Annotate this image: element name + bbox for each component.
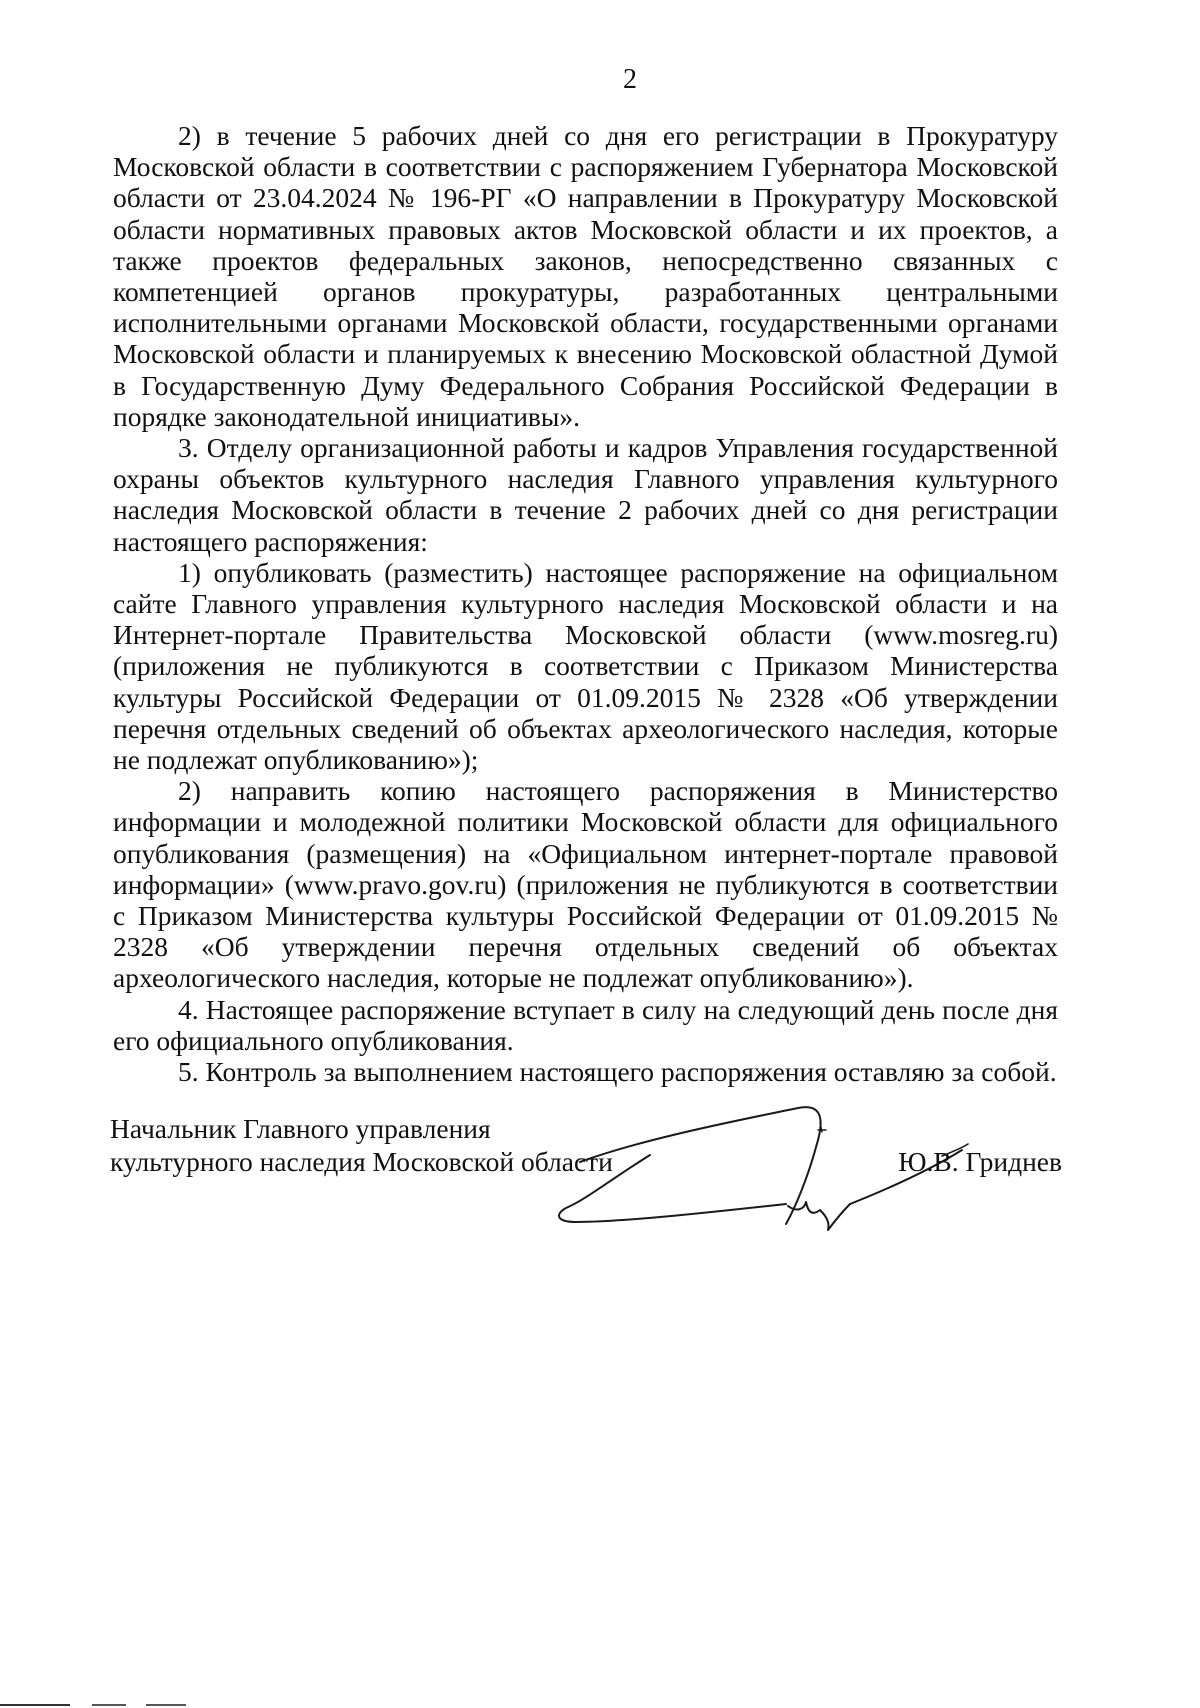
paragraph-item-2-send-copy: 2) направить копию настоящего распоряжения в Министерство информации и молодежной политики Московской области для официального опубликования (размещения) на «Официальном интернет-портале правовой информации» (www.pravo.gov.ru) (приложения не публикуются в соответствии с Приказом Министерства культуры Российской Федерации от 01.09.2015 № 2328 «Об утверждении перечня отдельных сведений об объектах археологического наследия, которые не подлежат опубликованию»).: [113, 775, 1058, 994]
paragraph-item-2-prosecutor: 2) в течение 5 рабочих дней со дня его регистрации в Прокуратуру Московской области в соответствии с распоряжением Губернатора Московской области от 23.04.2024 № 196-РГ «О направлении в Прокуратуру Московской области нормативных правовых актов Московской области и их проектов, а также проектов федеральных законов, непосредственно связанных с компетенцией органов прокуратуры, разработанных центральными исполнительными органами Московской области, государственными органами Московской области и планируемых к внесению Московской областной Думой в Государственную Думу Федерального Собрания Российской Федерации в порядке законодательной инициативы».: [113, 120, 1058, 432]
signer-position-line-2: культурного наследия Московской области: [110, 1146, 613, 1177]
signature-block: [110, 1100, 1070, 1250]
signer-name: Ю.В. Гриднев: [898, 1146, 1062, 1177]
document-body: [113, 120, 1058, 1087]
signer-position-line-1: Начальник Главного управления: [110, 1113, 491, 1144]
scan-edge-marks: [0, 1702, 210, 1708]
paragraph-point-3-department: 3. Отделу организационной работы и кадров Управления государственной охраны объектов культурного наследия Главного управления культурного наследия Московской области в течение 2 рабочих дней со дня регистрации настоящего распоряжения:: [113, 432, 1058, 557]
paragraph-point-5-control: 5. Контроль за выполнением настоящего распоряжения оставляю за собой.: [178, 1056, 1057, 1088]
paragraph-point-4-effective: 4. Настоящее распоряжение вступает в силу на следующий день после дня его официального опубликования.: [113, 993, 1058, 1056]
page-number: 2: [623, 64, 637, 95]
paragraph-item-1-publish: 1) опубликовать (разместить) настоящее распоряжение на официальном сайте Главного управления культурного наследия Московской области и на Интернет-портале Правительства Московской области (www.mosreg.ru) (приложения не публикуются в соответствии с Приказом Министерства культуры Российской Федерации от 01.09.2015 № 2328 «Об утверждении перечня отдельных сведений об объектах археологического наследия, которые не подлежат опубликованию»);: [113, 556, 1058, 776]
